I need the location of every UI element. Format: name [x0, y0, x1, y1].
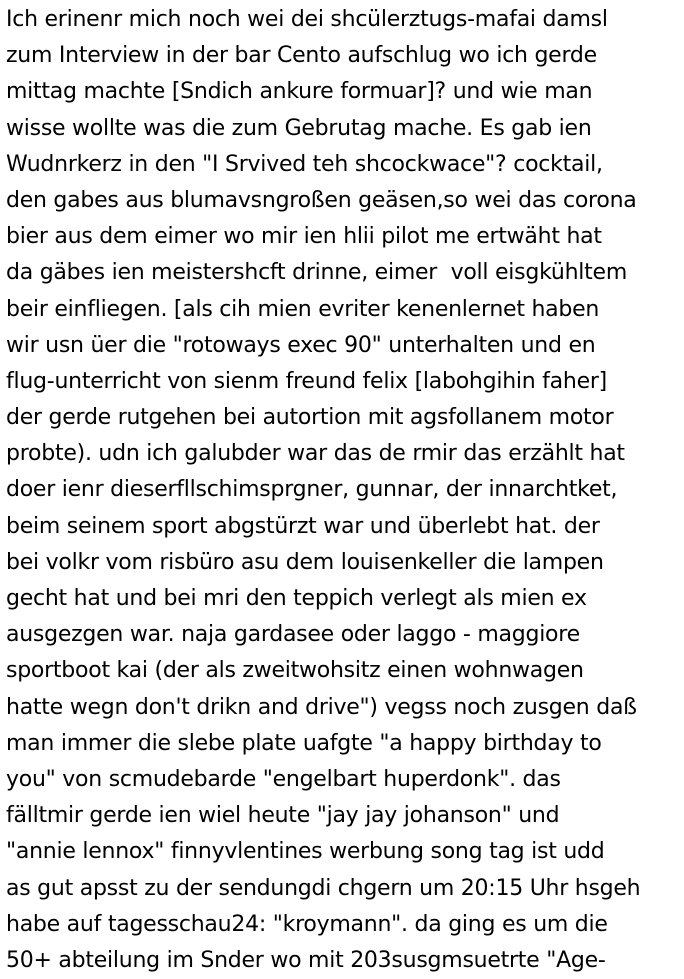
text-line-16: bei volkr vom risbüro asu dem louisenkeller die lampen [6, 549, 604, 575]
text-line-21: man immer die slebe plate uafgte "a happy birthday to [6, 730, 602, 756]
text-line-3: mittag machte [Sndich ankure formuar]? und wie man [6, 79, 593, 105]
text-line-19: sportboot kai (der als zweitwohsitz einen wohnwagen [6, 658, 584, 684]
text-body [6, 2, 682, 979]
text-line-26: habe auf tagesschau24: "kroymann". da ging es um die [6, 911, 608, 937]
text-line-14: doer ienr dieserfllschimsprgner, gunnar, der innarchtket, [6, 477, 618, 503]
text-line-25: as gut apsst zu der sendungdi chgern um 20:15 Uhr hsgeh [6, 875, 641, 901]
text-line-13: probte). udn ich galubder war das de rmir das erzählt hat [6, 441, 625, 467]
text-line-18: ausgezgen war. naja gardasee oder laggo - maggiore [6, 622, 580, 648]
text-line-11: flug-unterricht von sienm freund felix [labohgihin faher] [6, 368, 608, 394]
text-line-2: zum Interview in der bar Cento aufschlug wo ich gerde [6, 43, 597, 69]
text-line-12: der gerde rutgehen bei autortion mit agsfollanem motor [6, 405, 614, 431]
text-line-10: wir usn üer die "rotoways exec 90" unterhalten und en [6, 332, 596, 358]
text-line-1: Ich erinenr mich noch wei dei shcülerztugs-mafai damsl [6, 7, 608, 32]
text-line-20: hatte wegn don't drikn and drive") vegss noch zusgen daß [6, 694, 637, 720]
text-line-5: Wudnrkerz in den "I Srvived teh shcockwace"? cocktail, [6, 151, 603, 177]
text-line-22: you" von scmudebarde "engelbart huperdonk". das [6, 766, 561, 792]
text-line-24: "annie lennox" finnyvlentines werbung song tag ist udd [6, 839, 605, 865]
text-line-17: gecht hat und bei mri den teppich verlegt als mien ex [6, 586, 587, 611]
text-line-7: bier aus dem eimer wo mir ien hlii pilot me ertwäht hat [6, 224, 602, 250]
text-line-4: wisse wollte was die zum Gebrutag mache. Es gab ien [6, 115, 592, 141]
text-line-23: fälltmir gerde ien wiel heute "jay jay johanson" und [6, 803, 560, 829]
text-line-8: da gäbes ien meistershcft drinne, eimer voll eisgkühltem [6, 260, 627, 286]
text-line-6: den gabes aus blumavsngroßen geäsen,so wei das corona [6, 187, 637, 213]
text-line-15: beim seinem sport abgstürzt war und überlebt hat. der [6, 513, 600, 539]
text-line-27: 50+ abteilung im Snder wo mit 203susgmsuetrte "Age- [6, 947, 606, 973]
text-line-9: beir einfliegen. [als cih mien evriter kenenlernet haben [6, 296, 600, 322]
